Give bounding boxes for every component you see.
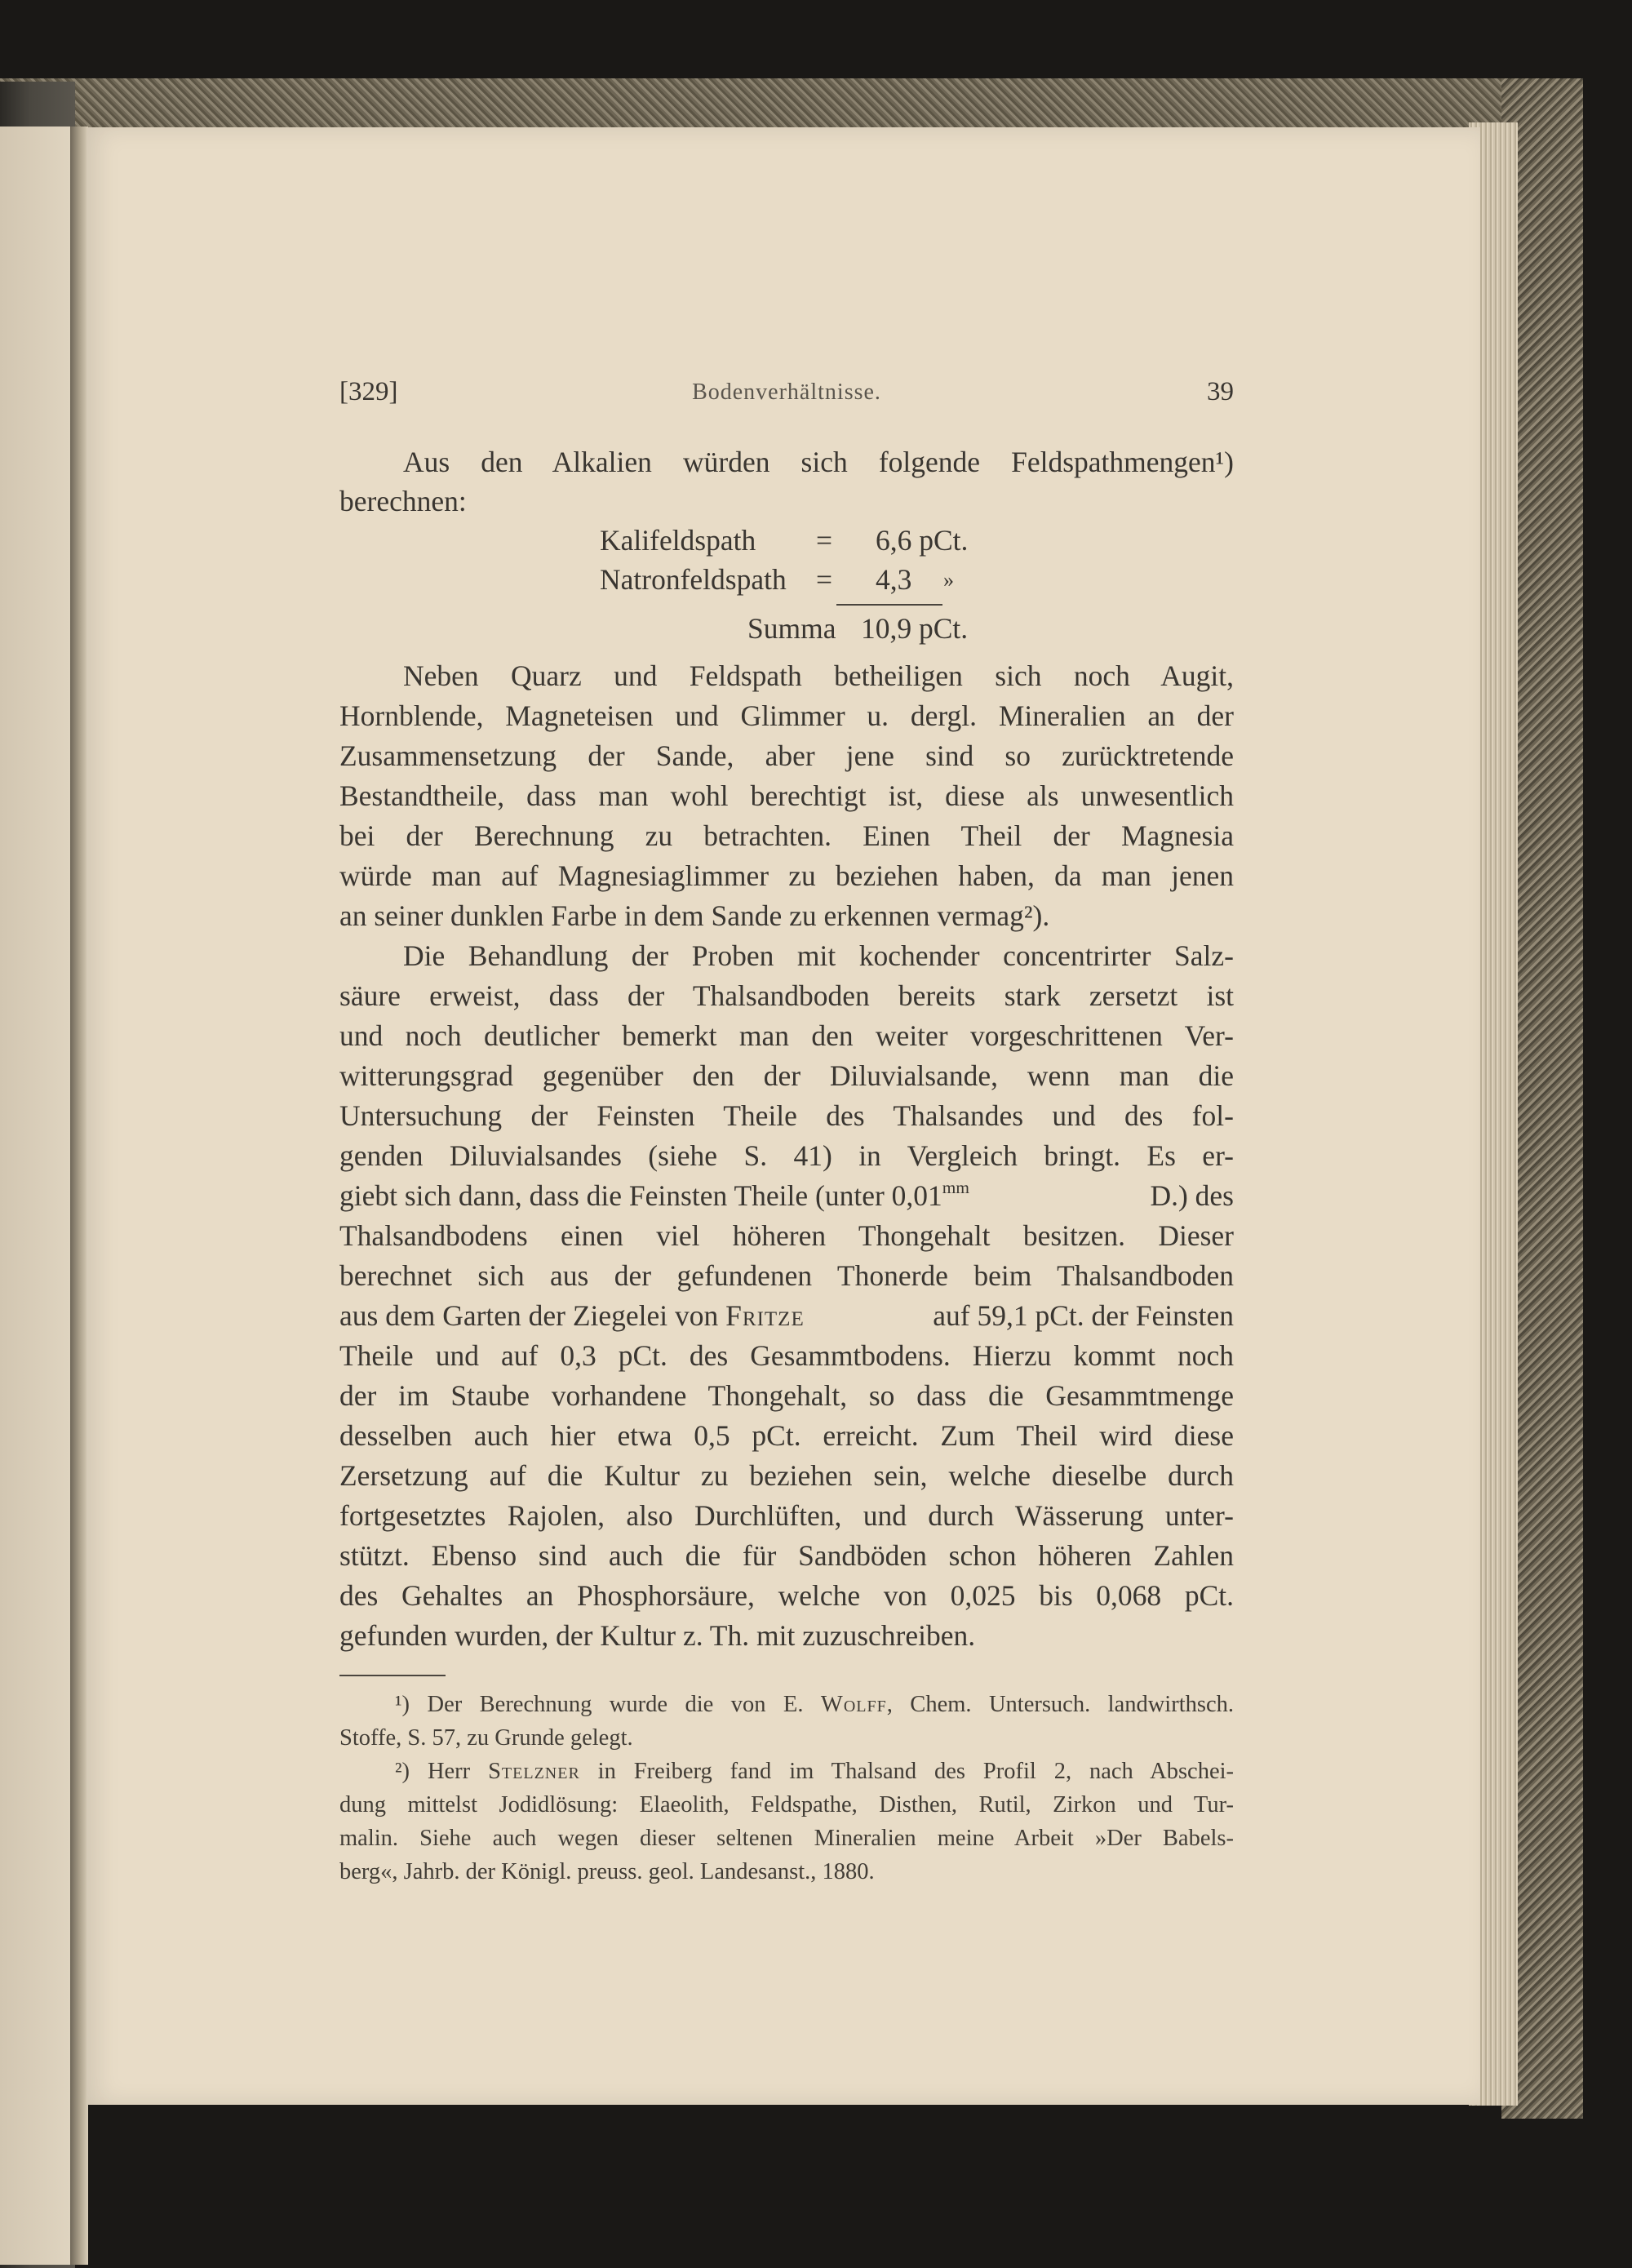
header-title: Bodenverhältnisse. [692, 379, 881, 405]
para2-line-16: stützt. Ebenso sind auch die für Sandböden schon höheren Zahlen [339, 1539, 1234, 1572]
calc-sum-label: Summa [747, 612, 836, 645]
para1-line-7: an seiner dunklen Farbe in dem Sande zu erkennen vermag²). [339, 899, 1050, 932]
para2-line-7-tail: D.) des [1150, 1179, 1234, 1212]
para2-line-18: gefunden wurden, der Kultur z. Th. mit zuzuschreiben. [339, 1619, 976, 1652]
calc-row2-value: 4,3 [876, 563, 912, 596]
calc-row2-eq: = [816, 563, 833, 596]
sum-rule [836, 604, 942, 606]
para2-line-15: fortgesetztes Rajolen, also Durchlüften, und durch Wässerung unter- [339, 1499, 1234, 1532]
para2-line-7 [339, 1176, 1234, 1216]
para1-line-1: Neben Quarz und Feldspath betheiligen sich noch Augit, [403, 659, 1234, 692]
para2-line-12: der im Staube vorhandene Thongehalt, so dass die Gesammtmenge [339, 1379, 1234, 1412]
para2-line-6: genden Diluvialsandes (siehe S. 41) in Vergleich bringt. Es er- [339, 1139, 1234, 1172]
para2-line-10-tail: auf 59,1 pCt. der Feinsten [933, 1299, 1234, 1332]
footnote-2-line-4: berg«, Jahrb. der Königl. preuss. geol. Landesanst., 1880. [339, 1859, 875, 1884]
para2-line-10 [339, 1296, 1234, 1336]
calc-sum-value: 10,9 pCt. [861, 612, 969, 645]
unit-mm: mm [942, 1178, 969, 1198]
para2-line-10-text: aus dem Garten der Ziegelei von [339, 1299, 726, 1332]
para2-line-5: Untersuchung der Feinsten Theile des Thalsandes und des fol- [339, 1099, 1234, 1132]
para2-line-17: des Gehaltes an Phosphorsäure, welche von 0,025 bis 0,068 pCt. [339, 1579, 1234, 1612]
footnote-2-line-2: dung mittelst Jodidlösung: Elaeolith, Feldspathe, Disthen, Rutil, Zirkon und Tur- [339, 1792, 1234, 1818]
para2-line-14: Zersetzung auf die Kultur zu beziehen sein, welche dieselbe durch [339, 1459, 1234, 1492]
footnote-1-line-1: ¹) Der Berechnung wurde die von E. Wolff, Chem. Untersuch. landwirthsch. [395, 1692, 1234, 1717]
para1-line-4: Bestandtheile, dass man wohl berechtigt ist, diese als unwesentlich [339, 779, 1234, 812]
name-stelzner: Stelzner [488, 1759, 580, 1784]
footnote-rule [339, 1675, 446, 1676]
para2-line-4: witterungsgrad gegenüber den der Diluvialsande, wenn man die [339, 1059, 1234, 1092]
footnote-2-mark: ²) [395, 1759, 410, 1784]
para2-line-7-text: giebt sich dann, dass die Feinsten Theile (unter 0,01 [339, 1179, 942, 1212]
calc-row2-name: Natronfeldspath [600, 563, 787, 596]
footnote-2-line-3: malin. Siehe auch wegen dieser seltenen Mineralien meine Arbeit »Der Babels- [339, 1826, 1234, 1851]
name-wolff: Wolff [820, 1692, 887, 1717]
calc-row1-eq: = [816, 524, 833, 557]
left-page-edge [0, 126, 75, 2265]
footnote-1-mark: ¹) [395, 1692, 410, 1717]
para1-line-6: würde man auf Magnesiaglimmer zu beziehen haben, da man jenen [339, 859, 1234, 892]
para2-line-9: berechnet sich aus der gefundenen Thonerde beim Thalsandboden [339, 1259, 1234, 1292]
calc-row1-value: 6,6 pCt. [876, 524, 969, 557]
para2-line-13: desselben auch hier etwa 0,5 pCt. erreicht. Zum Theil wird diese [339, 1419, 1234, 1452]
footnote-1-line-2: Stoffe, S. 57, zu Grunde gelegt. [339, 1725, 633, 1751]
header-section-number: [329] [339, 377, 398, 406]
intro-line-1: Aus den Alkalien würden sich folgende Feldspathmengen¹) [403, 446, 1234, 478]
book-gutter [70, 126, 88, 2265]
para1-line-5: bei der Berechnung zu betrachten. Einen Theil der Magnesia [339, 819, 1234, 852]
calc-row1-name: Kalifeldspath [600, 524, 756, 557]
para2-line-8: Thalsandbodens einen viel höheren Thongehalt besitzen. Dieser [339, 1219, 1234, 1252]
footnote-2-line-1: ²) Herr Stelzner in Freiberg fand im Thalsand des Profil 2, nach Abschei- [395, 1759, 1235, 1784]
name-fritze: Fritze [725, 1299, 805, 1332]
para1-line-3: Zusammensetzung der Sande, aber jene sind so zurücktretende [339, 739, 1234, 772]
para2-line-3: und noch deutlicher bemerkt man den weiter vorgeschrittenen Ver- [339, 1019, 1234, 1052]
intro-line-2: berechnen: [339, 485, 467, 517]
para2-line-11: Theile und auf 0,3 pCt. des Gesammtbodens. Hierzu kommt noch [339, 1339, 1234, 1372]
running-header [339, 377, 1234, 418]
para2-line-2: säure erweist, dass der Thalsandboden bereits stark zersetzt ist [339, 979, 1234, 1012]
para2-line-1: Die Behandlung der Proben mit kochender concentrirter Salz- [403, 939, 1234, 972]
para1-line-2: Hornblende, Magneteisen und Glimmer u. dergl. Mineralien an der [339, 699, 1234, 732]
page-number: 39 [1207, 377, 1234, 406]
calc-row2-ditto: » [943, 568, 954, 592]
